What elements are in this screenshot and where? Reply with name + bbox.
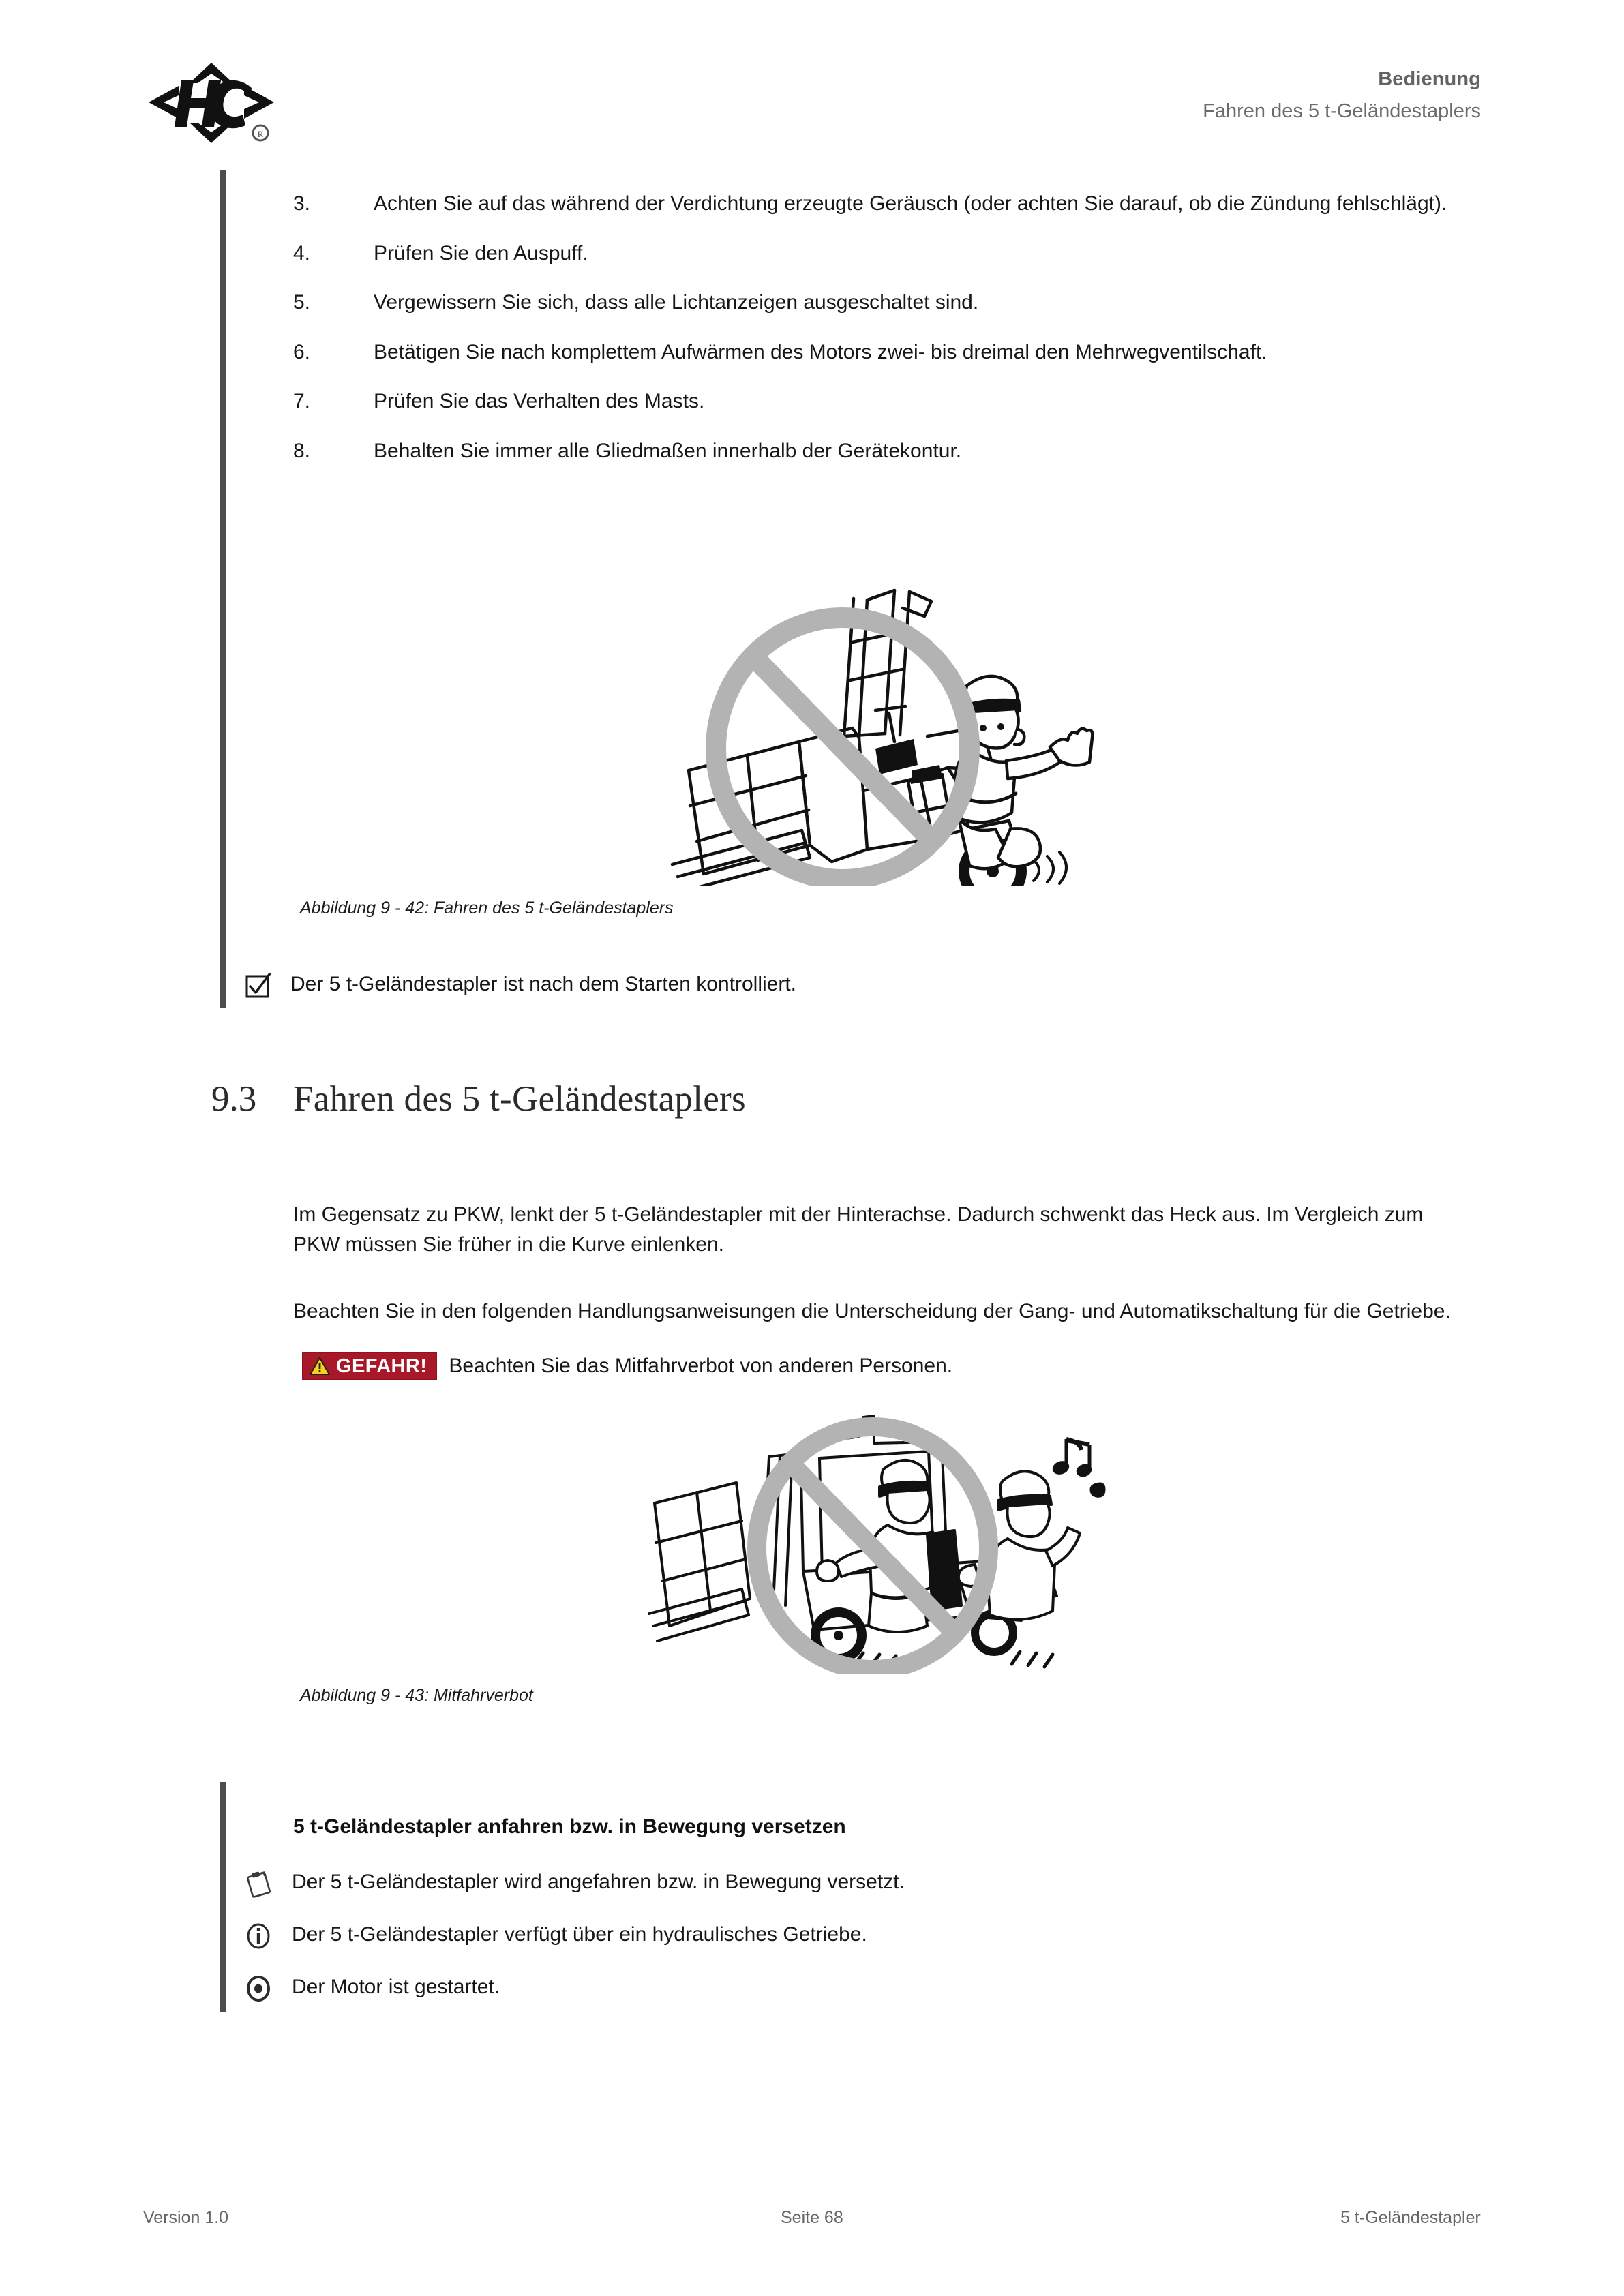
list-item xyxy=(244,1920,1444,1950)
list-item-marker: 7. xyxy=(293,390,311,413)
change-bar-top xyxy=(220,170,226,1008)
danger-notice xyxy=(302,1352,952,1381)
change-bar-bottom xyxy=(220,1782,226,2012)
footer-version: Version 1.0 xyxy=(143,2207,229,2227)
list-item xyxy=(293,288,1452,318)
list-item-text: Prüfen Sie das Verhalten des Masts. xyxy=(374,390,705,413)
footer-product: 5 t-Geländestapler xyxy=(1340,2207,1481,2227)
list-item-marker: 6. xyxy=(293,340,311,363)
list-item xyxy=(293,190,1452,219)
forklift-reach-out-illustration xyxy=(627,566,1118,886)
section-title: Fahren des 5 t-Geländestaplers xyxy=(293,1079,746,1119)
header-title-block xyxy=(1203,65,1481,125)
hc-logo xyxy=(143,56,286,155)
danger-badge xyxy=(302,1352,437,1380)
prohibition-sign-icon xyxy=(716,618,969,879)
list-item xyxy=(293,239,1452,269)
list-item-marker: 4. xyxy=(293,241,311,265)
danger-notice-text: Beachten Sie das Mitfahrverbot von anderen Personen. xyxy=(449,1355,953,1377)
list-item xyxy=(244,1868,1444,1898)
body-paragraph-1: Im Gegensatz zu PKW, lenkt der 5 t-Geländestapler mit der Hinterachse. Dadurch schwenkt das Heck aus. Im Vergleich zum PKW müssen Sie früher in die Kurve einlenken. xyxy=(293,1203,1424,1256)
figure-caption: Abbildung 9 - 43: Mitfahrverbot xyxy=(300,1686,533,1705)
list-item-text: Prüfen Sie den Auspuff. xyxy=(374,241,588,265)
page-footer xyxy=(143,2201,1481,2235)
danger-badge-label: GEFAHR! xyxy=(336,1355,427,1377)
list-item xyxy=(293,338,1452,367)
subsection-title: 5 t-Geländestapler anfahren bzw. in Bewegung versetzen xyxy=(293,1815,846,1838)
header-section-title: Fahren des 5 t-Geländestaplers xyxy=(1203,100,1481,123)
section-heading-9-3 xyxy=(211,1078,746,1119)
list-item-marker: 3. xyxy=(293,192,311,215)
checked-checkbox-icon xyxy=(244,973,271,1000)
figure-caption: Abbildung 9 - 42: Fahren des 5 t-Geländestaplers xyxy=(300,898,674,918)
page-header xyxy=(143,49,1481,158)
figure-9-43 xyxy=(293,1401,1452,1706)
list-item-marker: 8. xyxy=(293,439,311,462)
section-number: 9.3 xyxy=(211,1079,257,1119)
header-chapter-title: Bedienung xyxy=(1378,68,1481,90)
list-item-text: Behalten Sie immer alle Gliedmaßen innerhalb der Gerätekontur. xyxy=(374,439,962,462)
list-item xyxy=(293,437,1452,466)
result-statement-text: Der 5 t-Geländestapler ist nach dem Starten kontrolliert. xyxy=(290,973,797,995)
precondition-text: Der Motor ist gestartet. xyxy=(292,1976,500,1998)
figure-9-42 xyxy=(293,566,1452,918)
list-item-text: Vergewissern Sie sich, dass alle Lichtanzeigen ausgeschaltet sind. xyxy=(374,291,979,314)
clipboard-icon xyxy=(244,1869,273,1898)
result-statement xyxy=(244,970,796,1000)
list-item-marker: 5. xyxy=(293,291,311,314)
svg-text:R: R xyxy=(257,129,264,139)
list-item-text: Achten Sie auf das während der Verdichtung erzeugte Geräusch (oder achten Sie darauf, ob die Zündung fehlschlägt). xyxy=(374,192,1447,215)
list-item xyxy=(244,1973,1444,2003)
body-paragraph-2: Beachten Sie in den folgenden Handlungsanweisungen die Unterscheidung der Gang- und Automatikschaltung für die Getriebe. xyxy=(293,1300,1451,1323)
warning-triangle-icon xyxy=(310,1357,330,1376)
precondition-text: Der 5 t-Geländestapler wird angefahren bzw. in Bewegung versetzt. xyxy=(292,1871,905,1893)
precondition-list xyxy=(244,1868,1444,2025)
bullseye-icon xyxy=(244,1974,273,2003)
no-passenger-illustration xyxy=(634,1401,1111,1674)
numbered-step-list xyxy=(293,190,1452,487)
list-item xyxy=(293,387,1452,417)
list-item-text: Betätigen Sie nach komplettem Aufwärmen des Motors zwei- bis dreimal den Mehrwegventilschaft. xyxy=(374,340,1267,363)
precondition-text: Der 5 t-Geländestapler verfügt über ein hydraulisches Getriebe. xyxy=(292,1923,867,1946)
info-circle-icon xyxy=(244,1922,273,1950)
footer-page-number: Seite 68 xyxy=(781,2207,843,2227)
